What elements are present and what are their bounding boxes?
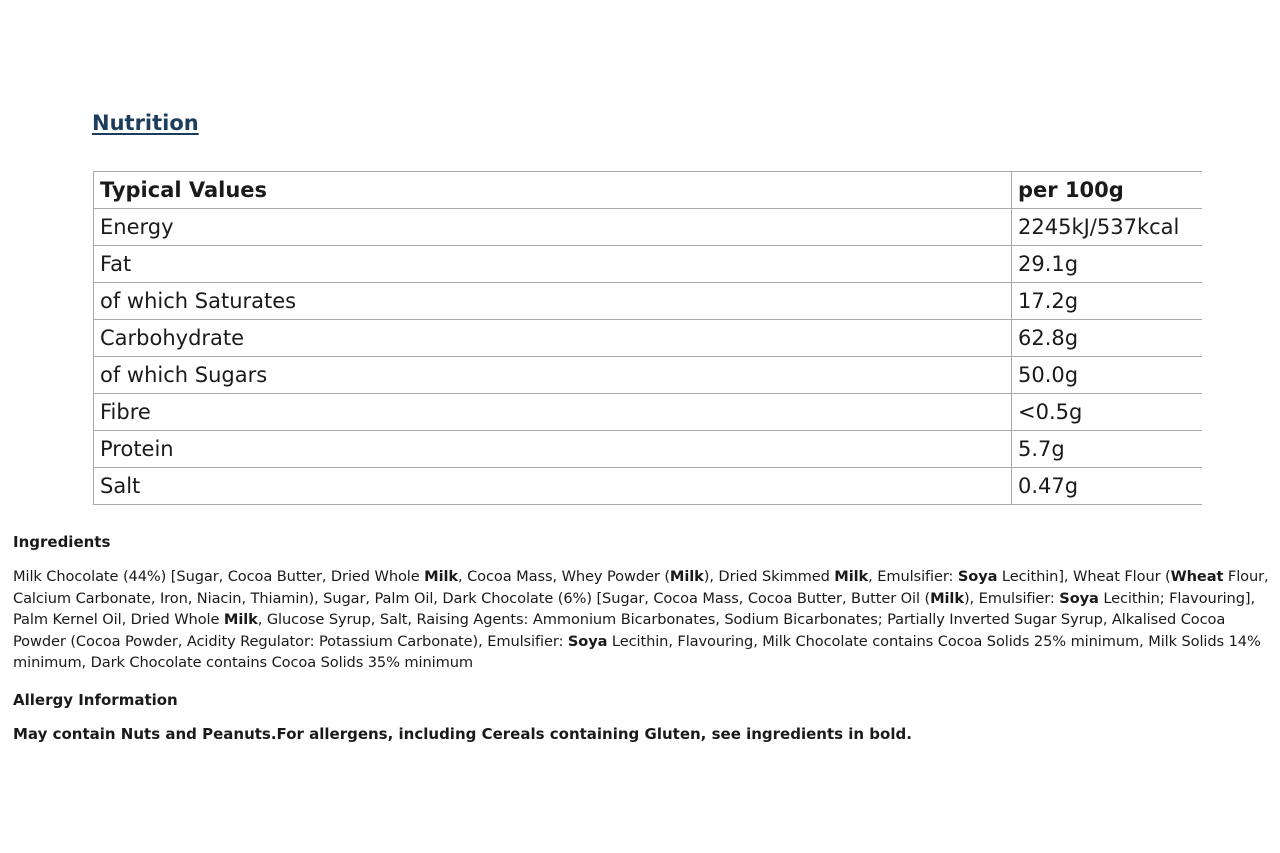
ingredients-text xyxy=(13,566,1274,674)
nutrient-value: 29.1g xyxy=(1012,246,1203,283)
nutrition-header-row xyxy=(94,172,1203,209)
allergen-highlight: Wheat xyxy=(1170,568,1224,585)
nutrient-label: Fat xyxy=(94,246,1012,283)
nutrient-value: 0.47g xyxy=(1012,468,1203,505)
nutrition-table xyxy=(93,171,1202,505)
allergen-highlight: Soya xyxy=(1059,589,1099,607)
nutrition-row xyxy=(94,246,1203,283)
allergen-highlight: Milk xyxy=(930,589,964,607)
ingredients-segment: Milk Chocolate (44%) [Sugar, Cocoa Butter, Dried Whole xyxy=(13,568,425,585)
ingredients-segment: , Glucose Syrup, Salt, Raising Agents: Ammonium Bicarbonates, Sodium Bicarbonates; Partially Inverted Sugar Syrup, Alkalised Cocoa Powder (Cocoa Powder, Acidity Regulator: Potassium Carbonate), Emulsifier: xyxy=(13,611,1226,650)
ingredients-heading: Ingredients xyxy=(13,533,111,551)
nutrient-value: 17.2g xyxy=(1012,283,1203,320)
nutrient-value: 5.7g xyxy=(1012,431,1203,468)
nutrient-value: <0.5g xyxy=(1012,394,1203,431)
nutrient-value: 2245kJ/537kcal xyxy=(1012,209,1203,246)
allergen-highlight: Milk xyxy=(223,611,258,628)
ingredients-segment: ), Dried Skimmed xyxy=(703,568,835,585)
nutrient-label: of which Sugars xyxy=(94,357,1012,394)
ingredients-segment: , Emulsifier: xyxy=(868,568,958,585)
typical-values-header: Typical Values xyxy=(94,172,1012,209)
nutrition-heading-link[interactable]: Nutrition xyxy=(92,111,199,135)
nutrition-row xyxy=(94,431,1203,468)
nutrition-row xyxy=(94,468,1203,505)
ingredients-segment: Lecithin; Flavouring], Palm Kernel Oil, Dried Whole xyxy=(13,589,1255,628)
per-100g-header: per 100g xyxy=(1012,172,1203,209)
nutrition-row xyxy=(94,394,1203,431)
nutrient-value: 62.8g xyxy=(1012,320,1203,357)
allergen-highlight: Milk xyxy=(669,568,704,585)
nutrient-label: Salt xyxy=(94,468,1012,505)
nutrient-label: of which Saturates xyxy=(94,283,1012,320)
nutrient-label: Fibre xyxy=(94,394,1012,431)
allergen-highlight: Milk xyxy=(424,568,459,585)
nutrition-row xyxy=(94,209,1203,246)
ingredients-segment: Lecithin], Wheat Flour ( xyxy=(997,568,1171,585)
ingredients-segment: Lecithin, Flavouring, Milk Chocolate contains Cocoa Solids 25% minimum, Milk Solids 14% minimum, Dark Chocolate contains Cocoa Solids 35% minimum xyxy=(13,632,1261,671)
allergy-heading: Allergy Information xyxy=(13,691,178,709)
ingredients-segment: ), Emulsifier: xyxy=(963,589,1060,607)
nutrient-label: Energy xyxy=(94,209,1012,246)
nutrition-table-body xyxy=(94,209,1203,505)
ingredients-segment: Flour, Calcium Carbonate, Iron, Niacin, Thiamin), Sugar, Palm Oil, Dark Chocolate (6%) [Sugar, Cocoa Mass, Cocoa Butter, Butter Oil ( xyxy=(13,568,1269,607)
nutrient-label: Protein xyxy=(94,431,1012,468)
nutrition-row xyxy=(94,320,1203,357)
allergen-highlight: Milk xyxy=(834,568,869,585)
nutrient-value: 50.0g xyxy=(1012,357,1203,394)
nutrient-label: Carbohydrate xyxy=(94,320,1012,357)
allergy-text: May contain Nuts and Peanuts.For allergens, including Cereals containing Gluten, see ingredients in bold. xyxy=(13,725,912,743)
allergen-highlight: Soya xyxy=(567,632,608,650)
ingredients-segment: , Cocoa Mass, Whey Powder ( xyxy=(458,568,670,585)
nutrition-row xyxy=(94,283,1203,320)
allergen-highlight: Soya xyxy=(957,568,998,585)
nutrition-row xyxy=(94,357,1203,394)
